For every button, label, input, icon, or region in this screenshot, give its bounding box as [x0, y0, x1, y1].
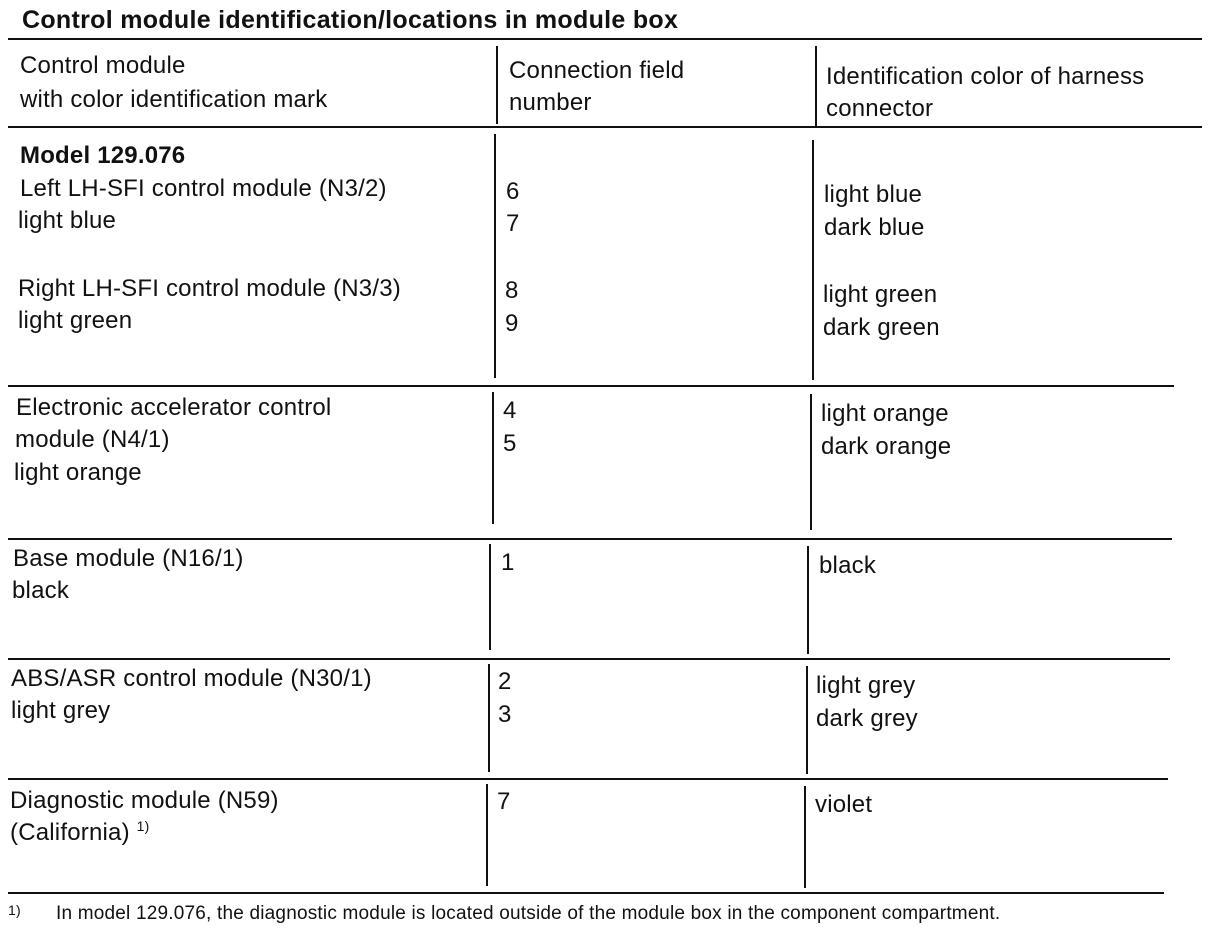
field-number: 7 — [506, 210, 520, 237]
field-number: 8 — [505, 277, 519, 304]
rule-group-2 — [8, 538, 1172, 540]
connector-color: dark grey — [816, 705, 918, 732]
field-number: 6 — [506, 178, 520, 205]
page-title: Control module identification/locations in module box — [22, 6, 679, 34]
module-electronic-accelerator: Electronic accelerator control — [16, 394, 332, 421]
module-base: Base module (N16/1) — [13, 545, 244, 572]
module-right-lh-sfi: Right LH-SFI control module (N3/3) — [18, 275, 401, 302]
col-divider-2-g4 — [806, 666, 808, 774]
col-divider-1-g5 — [486, 784, 488, 886]
field-number: 4 — [503, 397, 517, 424]
col-divider-2-g2 — [810, 394, 812, 530]
footnote-reference: 1) — [136, 818, 150, 834]
field-number: 9 — [505, 310, 519, 337]
rule-header-bottom — [8, 126, 1202, 128]
connector-color: light orange — [821, 400, 949, 427]
header-col1-line1: Control module — [20, 52, 186, 79]
module-left-lh-sfi: Left LH-SFI control module (N3/2) — [20, 175, 387, 202]
field-number: 7 — [497, 788, 511, 815]
connector-color: dark green — [823, 314, 940, 341]
field-number: 3 — [498, 701, 512, 728]
module-right-lh-sfi-mark: light green — [18, 307, 133, 334]
header-col2-line2: number — [509, 89, 592, 116]
module-abs-asr: ABS/ASR control module (N30/1) — [11, 665, 372, 692]
header-col1-line2: with color identification mark — [20, 86, 328, 113]
col-divider-1-g4 — [488, 664, 490, 772]
col-divider-1-g3 — [489, 544, 491, 650]
rule-bottom — [8, 892, 1164, 894]
col-divider-2-header — [815, 46, 817, 126]
header-col3-line2: connector — [826, 95, 934, 122]
field-number: 5 — [503, 430, 517, 457]
col-divider-2-g1 — [812, 140, 814, 380]
col-divider-1-header — [496, 46, 498, 124]
module-diagnostic-line2 — [10, 817, 150, 849]
module-abs-asr-mark: light grey — [11, 697, 111, 724]
group-heading-model: Model 129.076 — [20, 142, 186, 169]
connector-color: dark orange — [821, 433, 952, 460]
rule-top — [8, 38, 1202, 40]
rule-group-4 — [8, 778, 1168, 780]
rule-group-3 — [8, 658, 1170, 660]
footnote-marker: 1) — [8, 902, 21, 918]
module-diagnostic-region: (California) — [10, 819, 130, 846]
header-col2-line1: Connection field — [509, 57, 685, 84]
connector-color: black — [819, 552, 877, 579]
module-diagnostic: Diagnostic module (N59) — [10, 787, 279, 814]
connector-color: light grey — [816, 672, 916, 699]
header-col3-line1: Identification color of harness — [826, 63, 1145, 90]
col-divider-1-g2 — [492, 392, 494, 524]
col-divider-2-g3 — [807, 546, 809, 654]
col-divider-2-g5 — [804, 786, 806, 888]
module-electronic-accelerator-mark: light orange — [14, 459, 142, 486]
module-electronic-accelerator-line2: module (N4/1) — [15, 426, 170, 453]
connector-color: dark blue — [824, 214, 925, 241]
col-divider-1-g1 — [494, 134, 496, 378]
module-base-mark: black — [12, 577, 70, 604]
connector-color: light blue — [824, 181, 923, 208]
footnote-text: In model 129.076, the diagnostic module is located outside of the module box in the component compartment. — [56, 903, 1001, 924]
field-number: 1 — [501, 549, 515, 576]
module-left-lh-sfi-mark: light blue — [18, 207, 117, 234]
rule-group-1 — [8, 385, 1174, 387]
field-number: 2 — [498, 668, 512, 695]
connector-color: light green — [823, 281, 938, 308]
connector-color: violet — [815, 791, 873, 818]
